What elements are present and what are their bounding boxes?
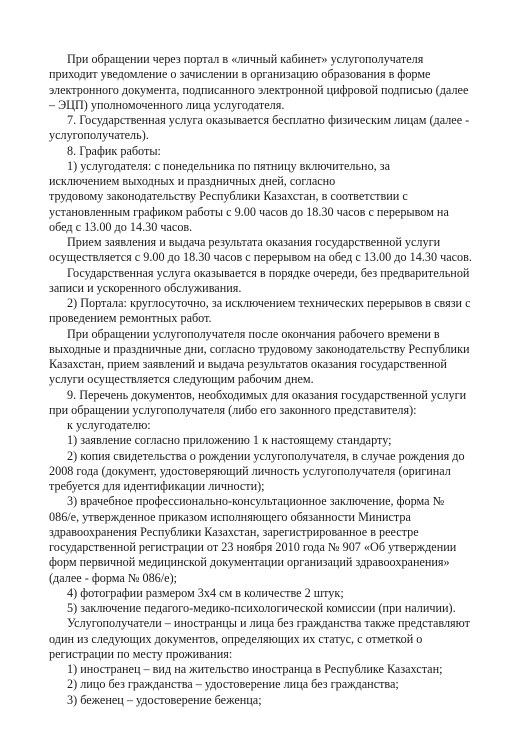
text-line: – ЭЦП) уполномоченного лица услугодателя. [49, 97, 285, 112]
text-line: при обращении услугополучателя (либо его законного представителя): [49, 402, 417, 417]
text-line: к услугодателю: [67, 418, 151, 432]
text-line: один из следующих документов, определяющих их статус, с отметкой о [49, 631, 423, 646]
text-line: Казахстан, прием заявлений и выдача результатов оказания государственной [49, 357, 447, 371]
text-line: При обращении через портал в «личный кабинет» услугополучателя [67, 52, 424, 66]
text-line: Услугополучатели – иностранцы и лица без гражданства также представляют [67, 616, 470, 631]
text-line: 4) фотографии размером 3х4 см в количестве 2 штук; [67, 585, 344, 600]
text-line: приходит уведомление о зачислении в организацию образования в форме [49, 67, 431, 82]
text-line: 2) Портала: круглосуточно, за исключением технических перерывов в связи с [67, 296, 471, 310]
text-line: 9. Перечень документов, необходимых для оказания государственной услуги [67, 387, 467, 402]
text-line: обед с 13.00 до 14.30 часов. [49, 219, 193, 234]
text-line: здравоохранения Республики Казахстан, зарегистрированное в реестре [49, 524, 419, 539]
text-line: электронного документа, подписанного электронной цифровой подписью (далее [49, 82, 469, 97]
text-line: 3) врачебное профессионально-консультационное заключение, форма № [67, 494, 445, 509]
text-line: Государственная услуга оказывается в порядке очереди, без предварительной [67, 265, 470, 280]
text-line: трудовому законодательству Республики Казахстан, в соответствии с [49, 189, 408, 204]
text-line: 1) заявление согласно приложению 1 к настоящему стандарту; [67, 433, 392, 448]
text-line: 086/е, утвержденное приказом исполняющего обязанности Министра [49, 509, 411, 524]
text-line: регистрации по месту проживания: [49, 646, 233, 661]
document-body [49, 52, 491, 708]
text-line: Прием заявления и выдача результата оказания государственной услуги [67, 235, 441, 249]
text-line: осуществляется с 9.00 до 18.30 часов с перерывом на обед с 13.00 до 14.30 часов. [49, 250, 472, 265]
text-line: (далее - форма № 086/е); [49, 570, 178, 585]
text-line: установленным графиком работы с 9.00 часов до 18.30 часов с перерывом на [49, 204, 449, 219]
text-line: 3) беженец – удостоверение беженца; [67, 692, 262, 707]
text-line: 2008 года (документ, удостоверяющий личность услугополучателя (оригинал [49, 463, 451, 478]
text-line: выходные и праздничные дни, согласно трудовому законодательству Республики [49, 341, 470, 356]
text-line: услугополучатель). [49, 128, 149, 143]
text-line: 1) услугодателя: с понедельника по пятницу включительно, за [67, 158, 390, 173]
text-line: требуется для идентификации личности); [49, 479, 265, 493]
text-line: услуги осуществляется следующим рабочим днем. [49, 372, 314, 387]
text-line: 7. Государственная услуга оказывается бесплатно физическим лицам (далее - [67, 113, 470, 127]
text-line: 1) иностранец – вид на жительство иностранца в Республике Казахстан; [67, 662, 443, 676]
text-line: 2) лицо без гражданства – удостоверение лица без гражданства; [67, 677, 399, 692]
text-line: 5) заключение педагого-медико-психологической комиссии (при наличии). [67, 601, 456, 615]
text-line: 8. График работы: [67, 143, 161, 158]
text-line: проведением ремонтных работ. [49, 311, 212, 326]
text-line: форм первичной медицинской документации организаций здравоохранения» [49, 555, 450, 570]
text-line: При обращении услугополучателя после окончания рабочего времени в [67, 326, 440, 341]
text-line: записи и ускоренного обслуживания. [49, 280, 242, 295]
text-line: 2) копия свидетельства о рождении услугополучателя, в случае рождения до [67, 448, 465, 463]
text-line: государственной регистрации от 23 ноября 2010 года № 907 «Об утверждении [49, 540, 457, 554]
text-line: исключением выходных и праздничных дней, согласно [49, 174, 336, 188]
